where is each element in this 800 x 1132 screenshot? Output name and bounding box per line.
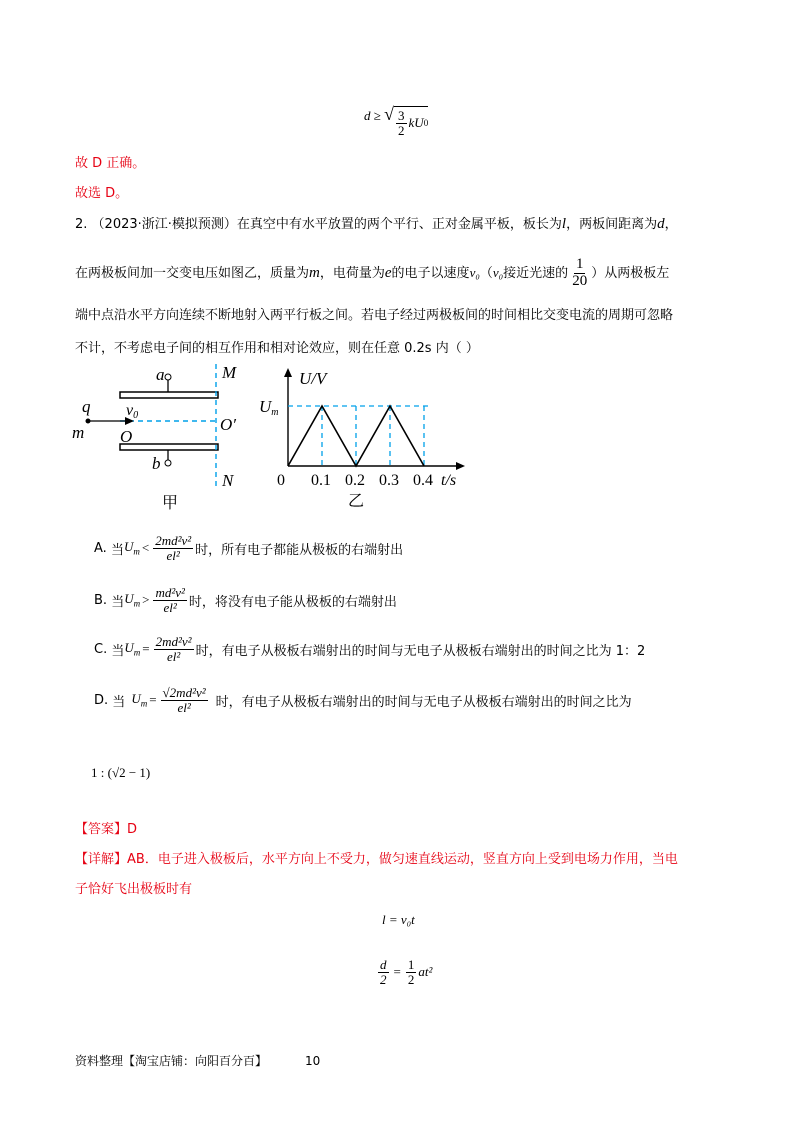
option-label: D. bbox=[94, 692, 109, 708]
option-label: A. bbox=[94, 540, 107, 556]
option-fraction bbox=[153, 586, 186, 614]
eq2-right-fraction bbox=[406, 958, 417, 986]
q-text: ， bbox=[664, 217, 678, 232]
option-B[interactable] bbox=[94, 586, 397, 614]
option-D-ratio: 1 : (√2 − 1) bbox=[91, 765, 151, 780]
sqrt-sign: √ bbox=[384, 104, 395, 124]
option-A[interactable] bbox=[94, 534, 403, 562]
fraction-1-20 bbox=[570, 257, 589, 290]
frac-den: 2 bbox=[407, 971, 415, 987]
answer-value: D bbox=[127, 822, 138, 837]
detail-tag: 【详解】 bbox=[75, 852, 128, 867]
frac-num: md²v² bbox=[155, 585, 185, 600]
var-l: l bbox=[561, 216, 567, 232]
question-source: （2023·浙江·模拟预测） bbox=[91, 217, 237, 232]
question-line-1 bbox=[75, 213, 678, 233]
label-b: b bbox=[152, 454, 161, 473]
equation-2 bbox=[376, 958, 432, 986]
option-fraction bbox=[161, 686, 208, 714]
top-formula bbox=[364, 104, 428, 137]
question-line-4: 不计，不考虑电子间的相互作用和相对论效应，则在任意 0.2s 内（ ） bbox=[75, 341, 479, 356]
frac-num: 2md²v² bbox=[155, 634, 192, 649]
tick-label: 0.3 bbox=[379, 472, 399, 489]
x-axis-arrow bbox=[456, 462, 465, 470]
um-symbol: $U_m$ bbox=[124, 640, 141, 658]
option-label: B. bbox=[94, 592, 108, 608]
v-sub: 0 bbox=[133, 410, 139, 421]
terminal-a bbox=[165, 374, 171, 380]
figure-left bbox=[70, 362, 260, 512]
footer bbox=[75, 1052, 320, 1069]
formula-lhs: d ≥ bbox=[364, 108, 381, 123]
frac-num: 1 bbox=[575, 256, 584, 272]
q-text: ）从两极板左 bbox=[591, 265, 670, 281]
footer-source: 资料整理【淘宝店铺：向阳百分百】 bbox=[75, 1054, 268, 1068]
formula-fraction bbox=[396, 109, 407, 137]
frac-den: el² bbox=[166, 648, 181, 664]
frac-num: d bbox=[380, 957, 387, 972]
option-fraction bbox=[154, 635, 194, 663]
y-axis-arrow bbox=[284, 368, 292, 377]
equation-1: l = v₀t bbox=[382, 912, 415, 927]
option-text: 时，将没有电子能从极板的右端射出 bbox=[188, 594, 397, 610]
terminal-b bbox=[165, 460, 171, 466]
figure-right bbox=[255, 362, 475, 522]
option-text: 时，有电子从极板右端射出的时间与无电子从极板右端射出的时间之比为 bbox=[215, 694, 632, 710]
frac-num: 2md²v² bbox=[155, 533, 192, 548]
frac-num: 1 bbox=[407, 957, 415, 972]
q-text: ，电荷量为 bbox=[319, 265, 385, 281]
q-text: ，两板间距离为 bbox=[566, 217, 658, 232]
question-line-3: 端中点沿水平方向连续不断地射入两平行板之间。若电子经过两极板间的时间相比交变电流的周期可忽略 bbox=[75, 308, 674, 323]
detail-line-1 bbox=[75, 848, 678, 867]
tick-label: 0.4 bbox=[413, 472, 433, 489]
um-symbol: $U_m$ bbox=[131, 691, 148, 709]
detail-text: AB．电子进入极板后，水平方向上不受力，做匀速直线运动，竖直方向上受到电场力作用，当电 bbox=[127, 852, 678, 867]
var-m: m bbox=[309, 264, 320, 281]
q-text: 接近光速的 bbox=[503, 265, 569, 281]
var-e: e bbox=[384, 264, 392, 281]
answer-tag: 【答案】 bbox=[75, 822, 128, 837]
um-symbol: $U_m$ bbox=[124, 591, 141, 609]
label-O-prime: O′ bbox=[220, 415, 236, 434]
var-v0: v₀ bbox=[492, 264, 504, 280]
frac-num: √2md²v² bbox=[162, 685, 206, 700]
var-v0: v₀ bbox=[469, 264, 480, 280]
relation: = bbox=[142, 641, 150, 657]
answer-line bbox=[75, 818, 137, 837]
frac-den: el² bbox=[177, 699, 191, 715]
q-text: 在真空中有水平放置的两个平行、正对金属平板，板长为 bbox=[236, 217, 562, 232]
tick-label: 0.2 bbox=[345, 472, 365, 489]
detail-line-2: 子恰好飞出极板时有 bbox=[75, 882, 193, 897]
option-text: 时，有电子从极板右端射出的时间与无电子从极板右端射出的时间之比为 1：2 bbox=[195, 643, 646, 659]
frac-num: 3 bbox=[398, 108, 405, 123]
caption-yi: 乙 bbox=[348, 491, 365, 510]
bottom-plate bbox=[120, 444, 218, 450]
label-N: N bbox=[222, 471, 234, 490]
um-letter: U bbox=[259, 397, 272, 416]
label-O: O bbox=[120, 427, 133, 446]
relation: = bbox=[149, 692, 157, 708]
page-number: 10 bbox=[305, 1054, 321, 1068]
top-plate bbox=[120, 392, 218, 398]
question-line-2 bbox=[75, 257, 669, 290]
option-C[interactable] bbox=[94, 635, 645, 663]
frac-den: 2 bbox=[380, 971, 387, 987]
label-q: q bbox=[82, 397, 91, 416]
choose-d-line: 故选 D。 bbox=[75, 186, 129, 201]
option-pre: 当 bbox=[111, 594, 125, 610]
q-text: 的电子以速度 bbox=[391, 265, 470, 281]
frac-den: el² bbox=[166, 547, 180, 563]
option-pre: 当 bbox=[111, 643, 125, 659]
q-text: （ bbox=[479, 265, 493, 281]
option-text: 时，所有电子都能从极板的右端射出 bbox=[195, 542, 404, 558]
option-fraction bbox=[153, 534, 193, 562]
var-d: d bbox=[657, 216, 665, 232]
um-symbol: $U_m$ bbox=[123, 539, 140, 557]
frac-den: 20 bbox=[572, 272, 588, 289]
frac-den: el² bbox=[163, 599, 177, 615]
eq2-tail: at² bbox=[418, 964, 433, 980]
y-axis-label: U/V bbox=[299, 369, 327, 388]
label-UV bbox=[299, 369, 329, 388]
label-v0 bbox=[126, 402, 138, 421]
caption-jia: 甲 bbox=[162, 493, 179, 512]
v-letter: v bbox=[126, 402, 134, 419]
relation: > bbox=[142, 592, 150, 608]
label-a: a bbox=[156, 365, 165, 384]
label-m: m bbox=[72, 423, 85, 442]
sqrt-body bbox=[394, 106, 428, 137]
frac-den: 2 bbox=[398, 122, 405, 138]
option-label: C. bbox=[94, 641, 108, 657]
d-correct-line: 故 D 正确。 bbox=[75, 156, 146, 171]
formula-tail: kU bbox=[408, 115, 424, 131]
eq2-equals: = bbox=[393, 964, 401, 980]
eq2-left-fraction bbox=[378, 958, 389, 986]
q-text: 在两极板间加一交变电压如图乙，质量为 bbox=[75, 265, 310, 281]
relation: < bbox=[141, 540, 150, 556]
option-pre: 当 bbox=[110, 542, 124, 558]
origin-label: 0 bbox=[277, 472, 285, 489]
option-pre: 当 bbox=[112, 694, 126, 710]
formula-tail-sub: 0 bbox=[423, 118, 429, 129]
tick-label: 0.1 bbox=[311, 472, 331, 489]
x-axis-label: t/s bbox=[441, 472, 457, 489]
label-M: M bbox=[222, 363, 237, 382]
label-Um bbox=[259, 397, 279, 418]
option-D[interactable] bbox=[94, 686, 632, 714]
question-number: 2. bbox=[75, 217, 88, 232]
um-sub: m bbox=[271, 407, 279, 418]
